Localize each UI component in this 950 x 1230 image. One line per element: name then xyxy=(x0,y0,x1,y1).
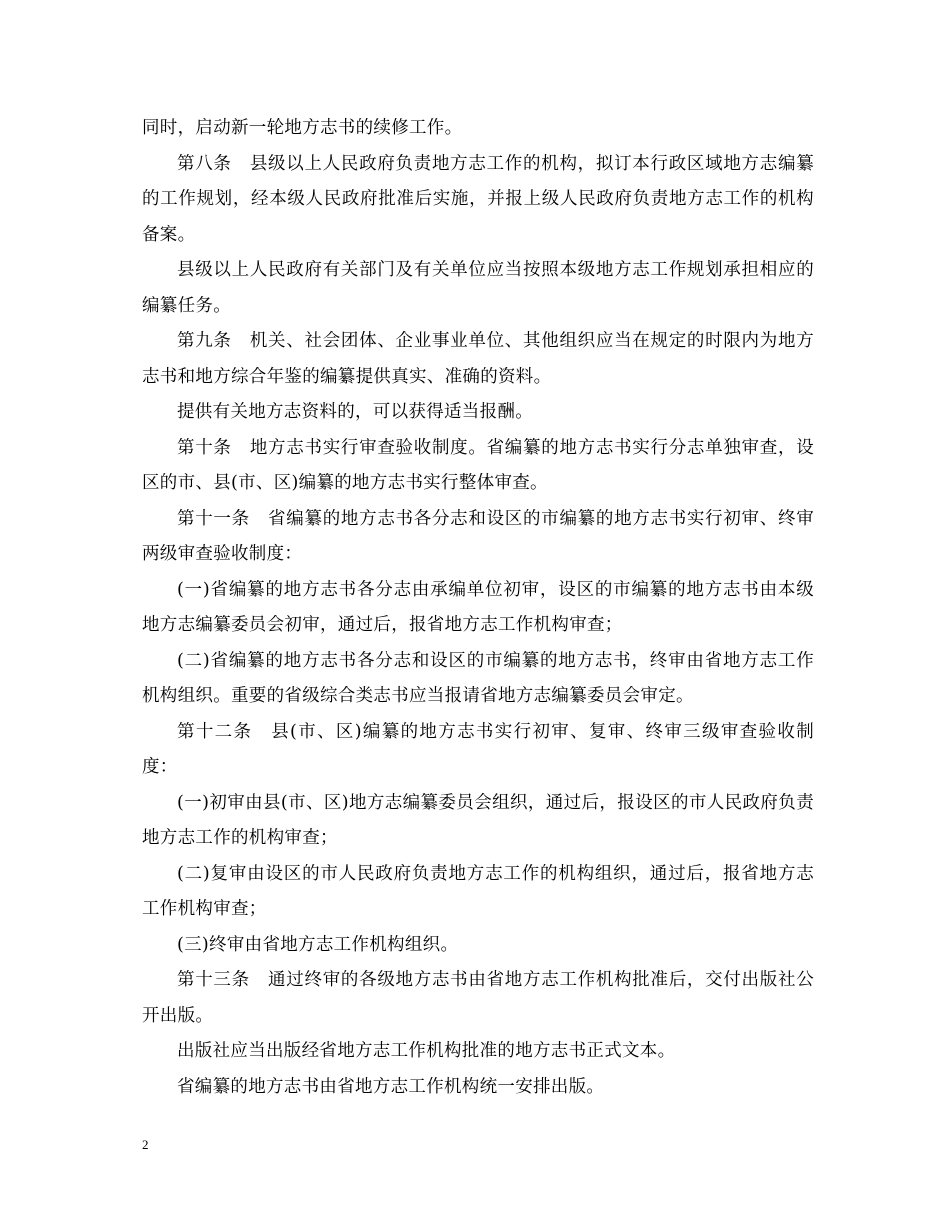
page-number: 2 xyxy=(142,1137,149,1152)
paragraph: (一)初审由县(市、区)地方志编纂委员会组织，通过后，报设区的市人民政府负责地方志工作的机构审查； xyxy=(142,792,814,848)
paragraph: 出版社应当出版经省地方志工作机构批准的地方志书正式文本。 xyxy=(177,1041,676,1061)
paragraph: 提供有关地方志资料的，可以获得适当报酬。 xyxy=(177,402,533,422)
paragraph: 第八条 县级以上人民政府负责地方志工作的机构，拟订本行政区域地方志编纂的工作规划，经本级人民政府批准后实施，并报上级人民政府负责地方志工作的机构备案。 xyxy=(142,153,814,245)
paragraph: 第十三条 通过终审的各级地方志书由省地方志工作机构批准后，交付出版社公开出版。 xyxy=(142,970,814,1026)
paragraph: 第十二条 县(市、区)编纂的地方志书实行初审、复审、终审三级审查验收制度： xyxy=(142,721,814,777)
paragraph: (二)省编纂的地方志书各分志和设区的市编纂的地方志书，终审由省地方志工作机构组织。重要的省级综合类志书应当报请省地方志编纂委员会审定。 xyxy=(142,650,814,706)
paragraph: 同时，启动新一轮地方志书的续修工作。 xyxy=(142,118,463,138)
paragraph: (一)省编纂的地方志书各分志由承编单位初审，设区的市编纂的地方志书由本级地方志编纂委员会初审，通过后，报省地方志工作机构审查； xyxy=(142,579,814,635)
paragraph: (二)复审由设区的市人民政府负责地方志工作的机构组织，通过后，报省地方志工作机构审查； xyxy=(142,863,814,919)
paragraph: 第九条 机关、社会团体、企业事业单位、其他组织应当在规定的时限内为地方志书和地方综合年鉴的编纂提供真实、准确的资料。 xyxy=(142,331,814,387)
paragraph: 第十条 地方志书实行审查验收制度。省编纂的地方志书实行分志单独审查，设区的市、县(市、区)编纂的地方志书实行整体审查。 xyxy=(142,437,814,493)
paragraph: 县级以上人民政府有关部门及有关单位应当按照本级地方志工作规划承担相应的编纂任务。 xyxy=(142,260,814,316)
paragraph: (三)终审由省地方志工作机构组织。 xyxy=(177,934,459,955)
paragraph: 省编纂的地方志书由省地方志工作机构统一安排出版。 xyxy=(177,1076,605,1097)
document-body xyxy=(142,111,814,1105)
paragraph: 第十一条 省编纂的地方志书各分志和设区的市编纂的地方志书实行初审、终审两级审查验收制度： xyxy=(142,508,814,564)
